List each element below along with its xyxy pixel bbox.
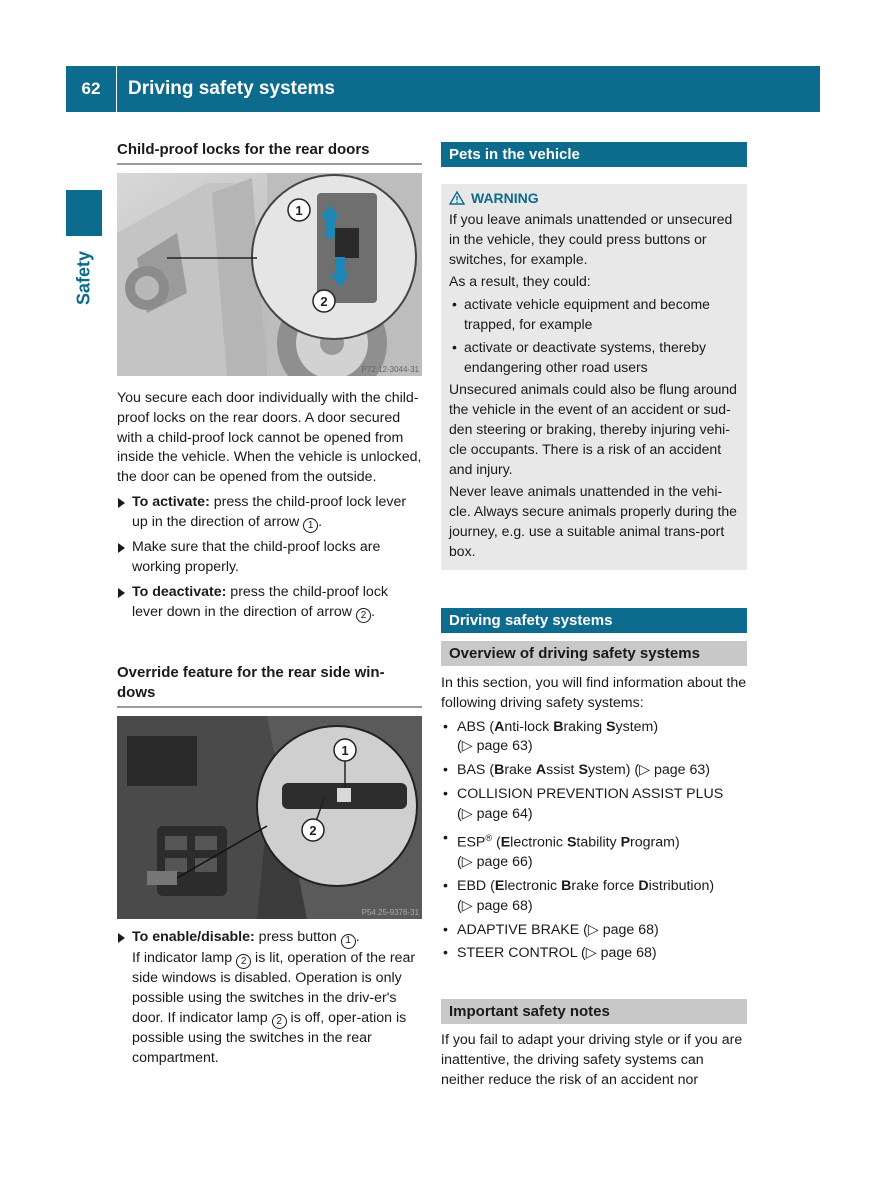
override-body [117,928,422,1069]
warning-text-4: Never leave animals unattended in the vehi-cle. Always secure animals properly during the journey, e.g. use a suitable animal trans-port box. [449,483,737,559]
warning-list-item: • activate vehicle equipment and become trapped, for example [449,295,739,335]
svg-text:2: 2 [309,823,317,838]
system-adaptive-brake: • ADAPTIVE BRAKE (▷ page 68) [441,921,747,941]
side-tab-marker [66,190,102,236]
system-steer-control: • STEER CONTROL (▷ page 68) [441,944,747,964]
header-divider [116,66,117,112]
section-title-driving-safety: Driving safety systems [441,608,747,633]
warning-heading [449,190,739,206]
side-tab-text: Safety [73,250,94,306]
section-title-override: Override feature for the rear side win-dows [117,663,422,708]
section-override-feature [117,663,422,708]
warning-list-item: • activate or deactivate systems, thereby endangering other road users [449,338,739,378]
step-deactivate: To deactivate: press the child-proof lock lever down in the direction of arrow 2 . [117,583,422,623]
callout-1: 1 [303,518,318,533]
warning-label: WARNING [471,190,539,206]
overview-intro: In this section, you will find information about the following driving safety systems: [441,675,747,711]
systems-list [441,718,747,965]
override-switch-photo [117,716,422,919]
system-esp: • ESP® (Electronic Stability Program) (▷ page 66) [441,829,747,873]
section-title-pets: Pets in the vehicle [441,142,747,167]
system-collision-prevention: • COLLISION PREVENTION ASSIST PLUS (▷ page 64) [441,785,747,825]
image2-code: P54.25-9376-31 [361,908,419,917]
system-ebd: • EBD (Electronic Brake force Distribution) (▷ page 68) [441,877,747,917]
page-number: 62 [81,79,101,98]
page-ref[interactable]: (▷ page 64) [457,805,533,822]
side-tab-label [66,238,102,318]
image1-code: P72.12-3044-31 [361,365,419,374]
callout-2b: 2 [236,954,251,969]
svg-text:1: 1 [295,203,303,218]
svg-text:1: 1 [341,743,349,758]
subsection-title-overview: Overview of driving safety systems [441,641,747,666]
child-lock-body [117,389,422,623]
section-title-child-proof-locks: Child-proof locks for the rear doors [117,140,422,165]
step-check: Make sure that the child-proof locks are working properly. [117,538,422,578]
section-pets [441,142,747,167]
section-important-notes [441,999,747,1090]
callout-2c: 2 [272,1014,287,1029]
page-header [66,66,820,112]
child-lock-illustration [117,173,422,376]
step-deactivate-label: To deactivate: [132,583,227,600]
system-abs: • ABS (Anti-lock Braking System) (▷ page 63) [441,718,747,758]
warning-text-1: If you leave animals unattended or unsecured in the vehicle, they could press buttons or switches, for example. [449,211,733,267]
child-lock-photo [117,173,422,376]
section-driving-safety [441,608,747,964]
child-lock-intro: You secure each door individually with the child-proof locks on the rear doors. A door secured with a child-proof lock cannot be opened from inside the vehicle. When the vehicle is unlocked, the door can be opened from the outside. [117,390,422,486]
subsection-title-important: Important safety notes [441,999,747,1024]
callout-2: 2 [356,608,371,623]
important-text: If you fail to adapt your driving style or if you are inattentive, the driving safety systems can neither reduce the risk of an accident nor [441,1032,743,1088]
system-bas: • BAS (Brake Assist System) (▷ page 63) [441,761,747,781]
warning-triangle-icon [449,191,465,205]
svg-text:2: 2 [320,294,328,309]
step-activate: To activate: press the child-proof lock lever up in the direction of arrow 1 . [117,493,422,533]
step-enable-disable: To enable/disable: press button 1 . If indicator lamp 2 is lit, operation of the rear side windows is disabled. Operation is only possible using the switches in the driv-er's door. If indicator lamp 2 is off, oper-ation is possible using the switches in the rear compartment. [117,928,422,1069]
step-enable-label: To enable/disable: [132,929,255,945]
override-switch-illustration [117,716,422,919]
callout-1b: 1 [341,934,356,949]
page-ref[interactable]: (▷ page 66) [457,854,533,871]
warning-text-2: As a result, they could: [449,273,591,290]
warning-text-3: Unsecured animals could also be flung around the vehicle in the event of an accident or sud-den steering or braking, thereby injuring vehi-cle occupants. There is a risk of an accident and injury. [449,381,737,477]
warning-panel [441,184,747,570]
warning-list [449,295,739,377]
page-title: Driving safety systems [128,78,335,99]
section-child-proof-locks [117,140,422,165]
step-activate-label: To activate: [132,493,210,510]
page-ref[interactable]: (▷ page 63) [457,738,533,755]
page-ref[interactable]: (▷ page 68) [457,897,533,914]
warning-box [441,184,747,570]
